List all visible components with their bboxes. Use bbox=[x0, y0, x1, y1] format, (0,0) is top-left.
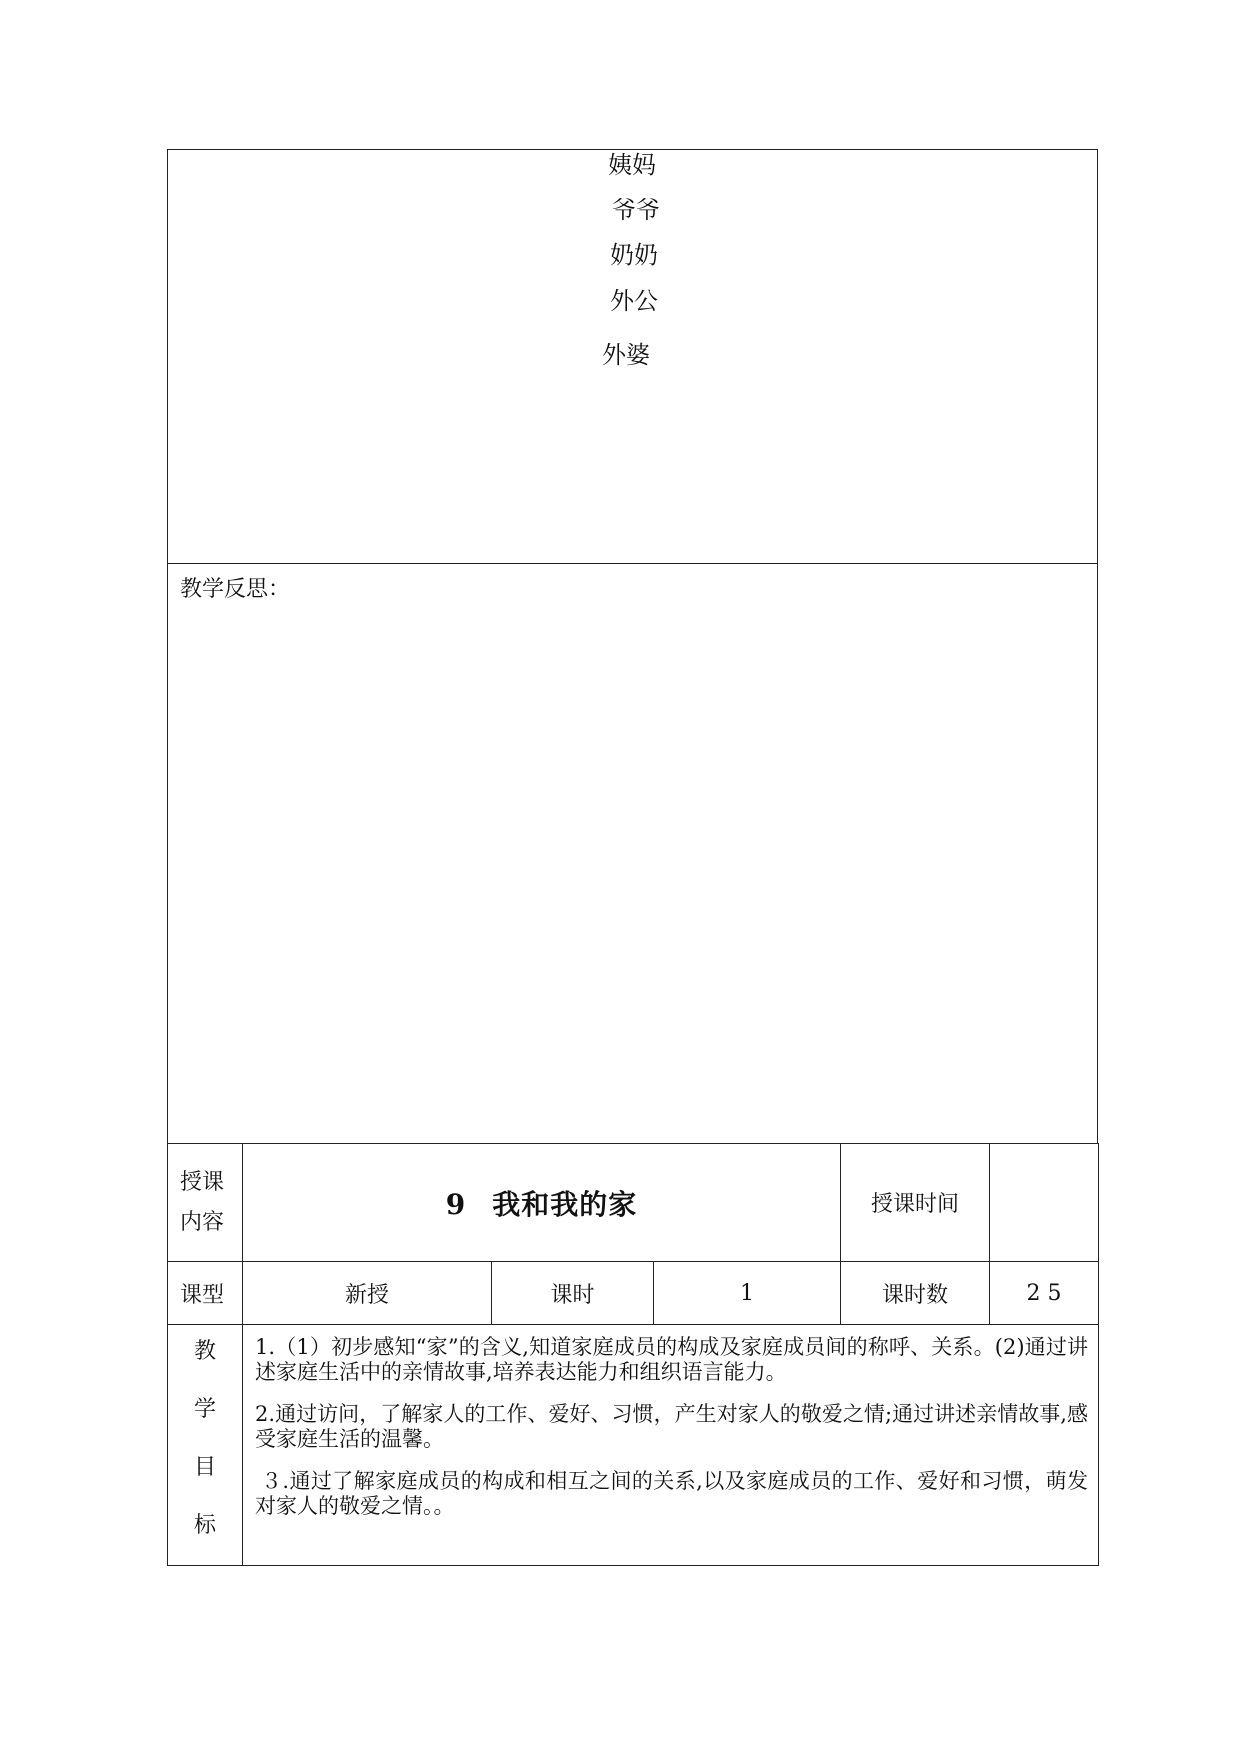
lesson-time-label: 授课时间 bbox=[841, 1144, 990, 1262]
lesson-number: 9 bbox=[445, 1187, 467, 1221]
period-value: 1 bbox=[654, 1262, 841, 1325]
teaching-goals-text bbox=[243, 1325, 1099, 1566]
relative-term: 奶奶 bbox=[610, 241, 658, 269]
relative-term: 爷爷 bbox=[612, 196, 660, 224]
lesson-content-label: 授课 内容 bbox=[168, 1144, 243, 1262]
relative-term: 外婆 bbox=[602, 341, 650, 369]
teaching-goals-label: 教 学 目 标 bbox=[168, 1325, 243, 1566]
lesson-title-cell bbox=[243, 1144, 841, 1262]
goal-item: 1.（1）初步感知“家”的含义,知道家庭成员的构成及家庭成员间的称呼、关系。(2)通过讲述家庭生活中的亲情故事,培养表达能力和组织语言能力。 bbox=[255, 1335, 1089, 1384]
lesson-type-row bbox=[168, 1262, 1099, 1325]
period-label: 课时 bbox=[492, 1262, 654, 1325]
lesson-content-row bbox=[168, 1144, 1099, 1262]
goal-item: 2.通过访问，了解家人的工作、爱好、习惯，产生对家人的敬爱之情;通过讲述亲情故事,感受家庭生活的温馨。 bbox=[255, 1402, 1089, 1451]
lesson-time-value bbox=[990, 1144, 1099, 1262]
lesson-type-value: 新授 bbox=[243, 1262, 492, 1325]
period-count-value: 2 5 bbox=[990, 1262, 1099, 1325]
goal-item: ３.通过了解家庭成员的构成和相互之间的关系,以及家庭成员的工作、爱好和习惯，萌发对家人的敬爱之情。。 bbox=[255, 1469, 1089, 1518]
period-count-label: 课时数 bbox=[841, 1262, 990, 1325]
relatives-box bbox=[167, 149, 1098, 564]
lesson-title: 我和我的家 bbox=[492, 1187, 638, 1221]
lesson-type-label: 课型 bbox=[168, 1262, 243, 1325]
relative-term: 外公 bbox=[610, 287, 658, 315]
lesson-plan-table bbox=[167, 1143, 1099, 1566]
relative-term: 姨妈 bbox=[608, 151, 656, 179]
teaching-reflection-box bbox=[167, 563, 1098, 1144]
teaching-goals-row bbox=[168, 1325, 1099, 1566]
teaching-reflection-label: 教学反思： bbox=[180, 577, 291, 602]
